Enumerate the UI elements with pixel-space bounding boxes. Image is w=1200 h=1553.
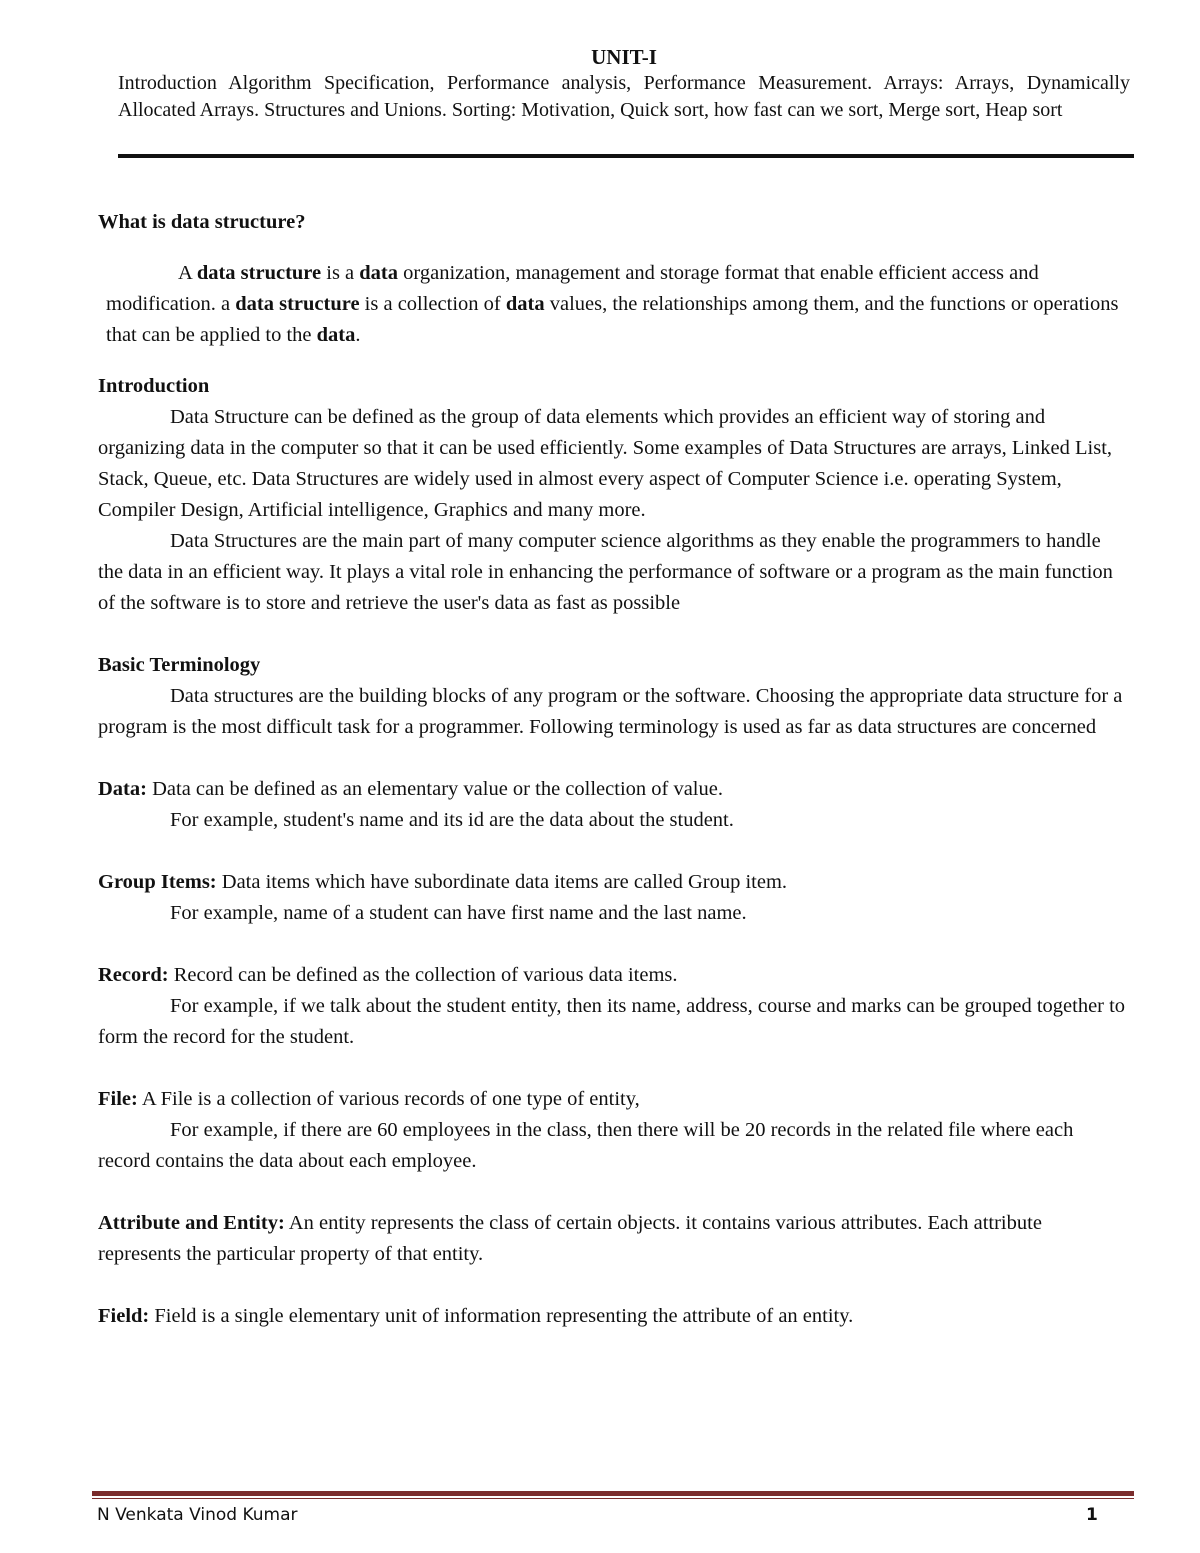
page-number: 1	[1086, 1505, 1098, 1525]
text-run: organization, management and storage format that enable efficient access and modification. a	[106, 262, 1039, 315]
definition-text: Data items which have subordinate data items are called Group item.	[216, 871, 788, 893]
footer-author: N Venkata Vinod Kumar	[97, 1505, 298, 1525]
bold-run: data	[316, 324, 356, 346]
definition-example: For example, student's name and its id are the data about the student.	[170, 809, 734, 831]
text-run: is a collection of	[359, 293, 506, 315]
text-run: values, the relationships among them, and the functions or operations that can be applied to the	[106, 293, 1119, 346]
bold-run: data structure	[196, 262, 322, 284]
introduction-paragraph-1: Data Structure can be defined as the group of data elements which provides an efficient way of storing and organizing data in the computer so that it can be used efficiently. Some examples of Data Structures are arrays, Linked List, Stack, Queue, etc. Data Structures are widely used in almost every aspect of Computer Science i.e. operating System, Compiler Design, Artificial intelligence, Graphics and many more.	[98, 406, 1113, 521]
definition-field	[98, 1301, 1128, 1332]
footer-divider-thick	[92, 1491, 1134, 1496]
definition-text: Data can be defined as an elementary value or the collection of value.	[146, 778, 723, 800]
basic-terminology-paragraph: Data structures are the building blocks of any program or the software. Choosing the appropriate data structure for a program is the most difficult task for a programmer. Following terminology is used as far as data structures are concerned	[98, 685, 1123, 738]
definition-text: Record can be defined as the collection of various data items.	[168, 964, 678, 986]
section-heading-introduction: Introduction	[98, 375, 210, 397]
definition-text: Field is a single elementary unit of information representing the attribute of an entity.	[149, 1305, 854, 1327]
definition-record	[98, 960, 1128, 991]
definition-example: For example, if we talk about the student entity, then its name, address, course and marks can be grouped together to form the record for the student.	[98, 995, 1126, 1048]
syllabus-text: Introduction Algorithm Specification, Performance analysis, Performance Measurement. Arrays: Arrays, Dynamically Allocated Arrays. Structures and Unions. Sorting: Motivation, Quick sort, how fast can we sort, Merge sort, Heap sort	[118, 72, 1130, 121]
bold-run: data	[359, 262, 399, 284]
definition-group-items	[98, 867, 1128, 898]
definition-example: For example, if there are 60 employees in the class, then there will be 20 records in the related file where each record contains the data about each employee.	[98, 1119, 1074, 1172]
definition-term: File:	[98, 1088, 138, 1110]
definition-term: Group Items:	[98, 871, 217, 893]
definition-file	[98, 1084, 1128, 1115]
section-heading-basic-terminology: Basic Terminology	[98, 654, 261, 676]
text-run: A	[178, 262, 197, 284]
definition-term: Field:	[98, 1305, 150, 1327]
definition-text: An entity represents the class of certain objects. it contains various attributes. Each attribute represents the particular property of that entity.	[98, 1212, 1042, 1265]
text-run: is a	[321, 262, 360, 284]
definition-attribute-entity	[98, 1208, 1128, 1270]
definition-data	[98, 774, 1128, 805]
bold-run: data	[505, 293, 545, 315]
footer-divider-thin	[92, 1498, 1134, 1499]
definition-text: A File is a collection of various records of one type of entity,	[137, 1088, 640, 1110]
page-header	[118, 44, 1130, 124]
introduction-paragraph-2: Data Structures are the main part of many computer science algorithms as they enable the programmers to handle the data in an efficient way. It plays a vital role in enhancing the performance of software or a program as the main function of the software is to store and retrieve the user's data as fast as possible	[98, 530, 1113, 614]
text-run: .	[355, 324, 361, 346]
definition-term: Data:	[98, 778, 147, 800]
definition-example: For example, name of a student can have first name and the last name.	[170, 902, 747, 924]
unit-title: UNIT-I	[591, 45, 657, 69]
what-is-paragraph	[98, 258, 1128, 351]
header-divider	[118, 154, 1134, 158]
definition-term: Record:	[98, 964, 169, 986]
page-content	[98, 207, 1128, 1332]
definition-term: Attribute and Entity:	[98, 1212, 285, 1234]
section-heading-what-is: What is data structure?	[98, 211, 306, 233]
bold-run: data structure	[235, 293, 360, 315]
